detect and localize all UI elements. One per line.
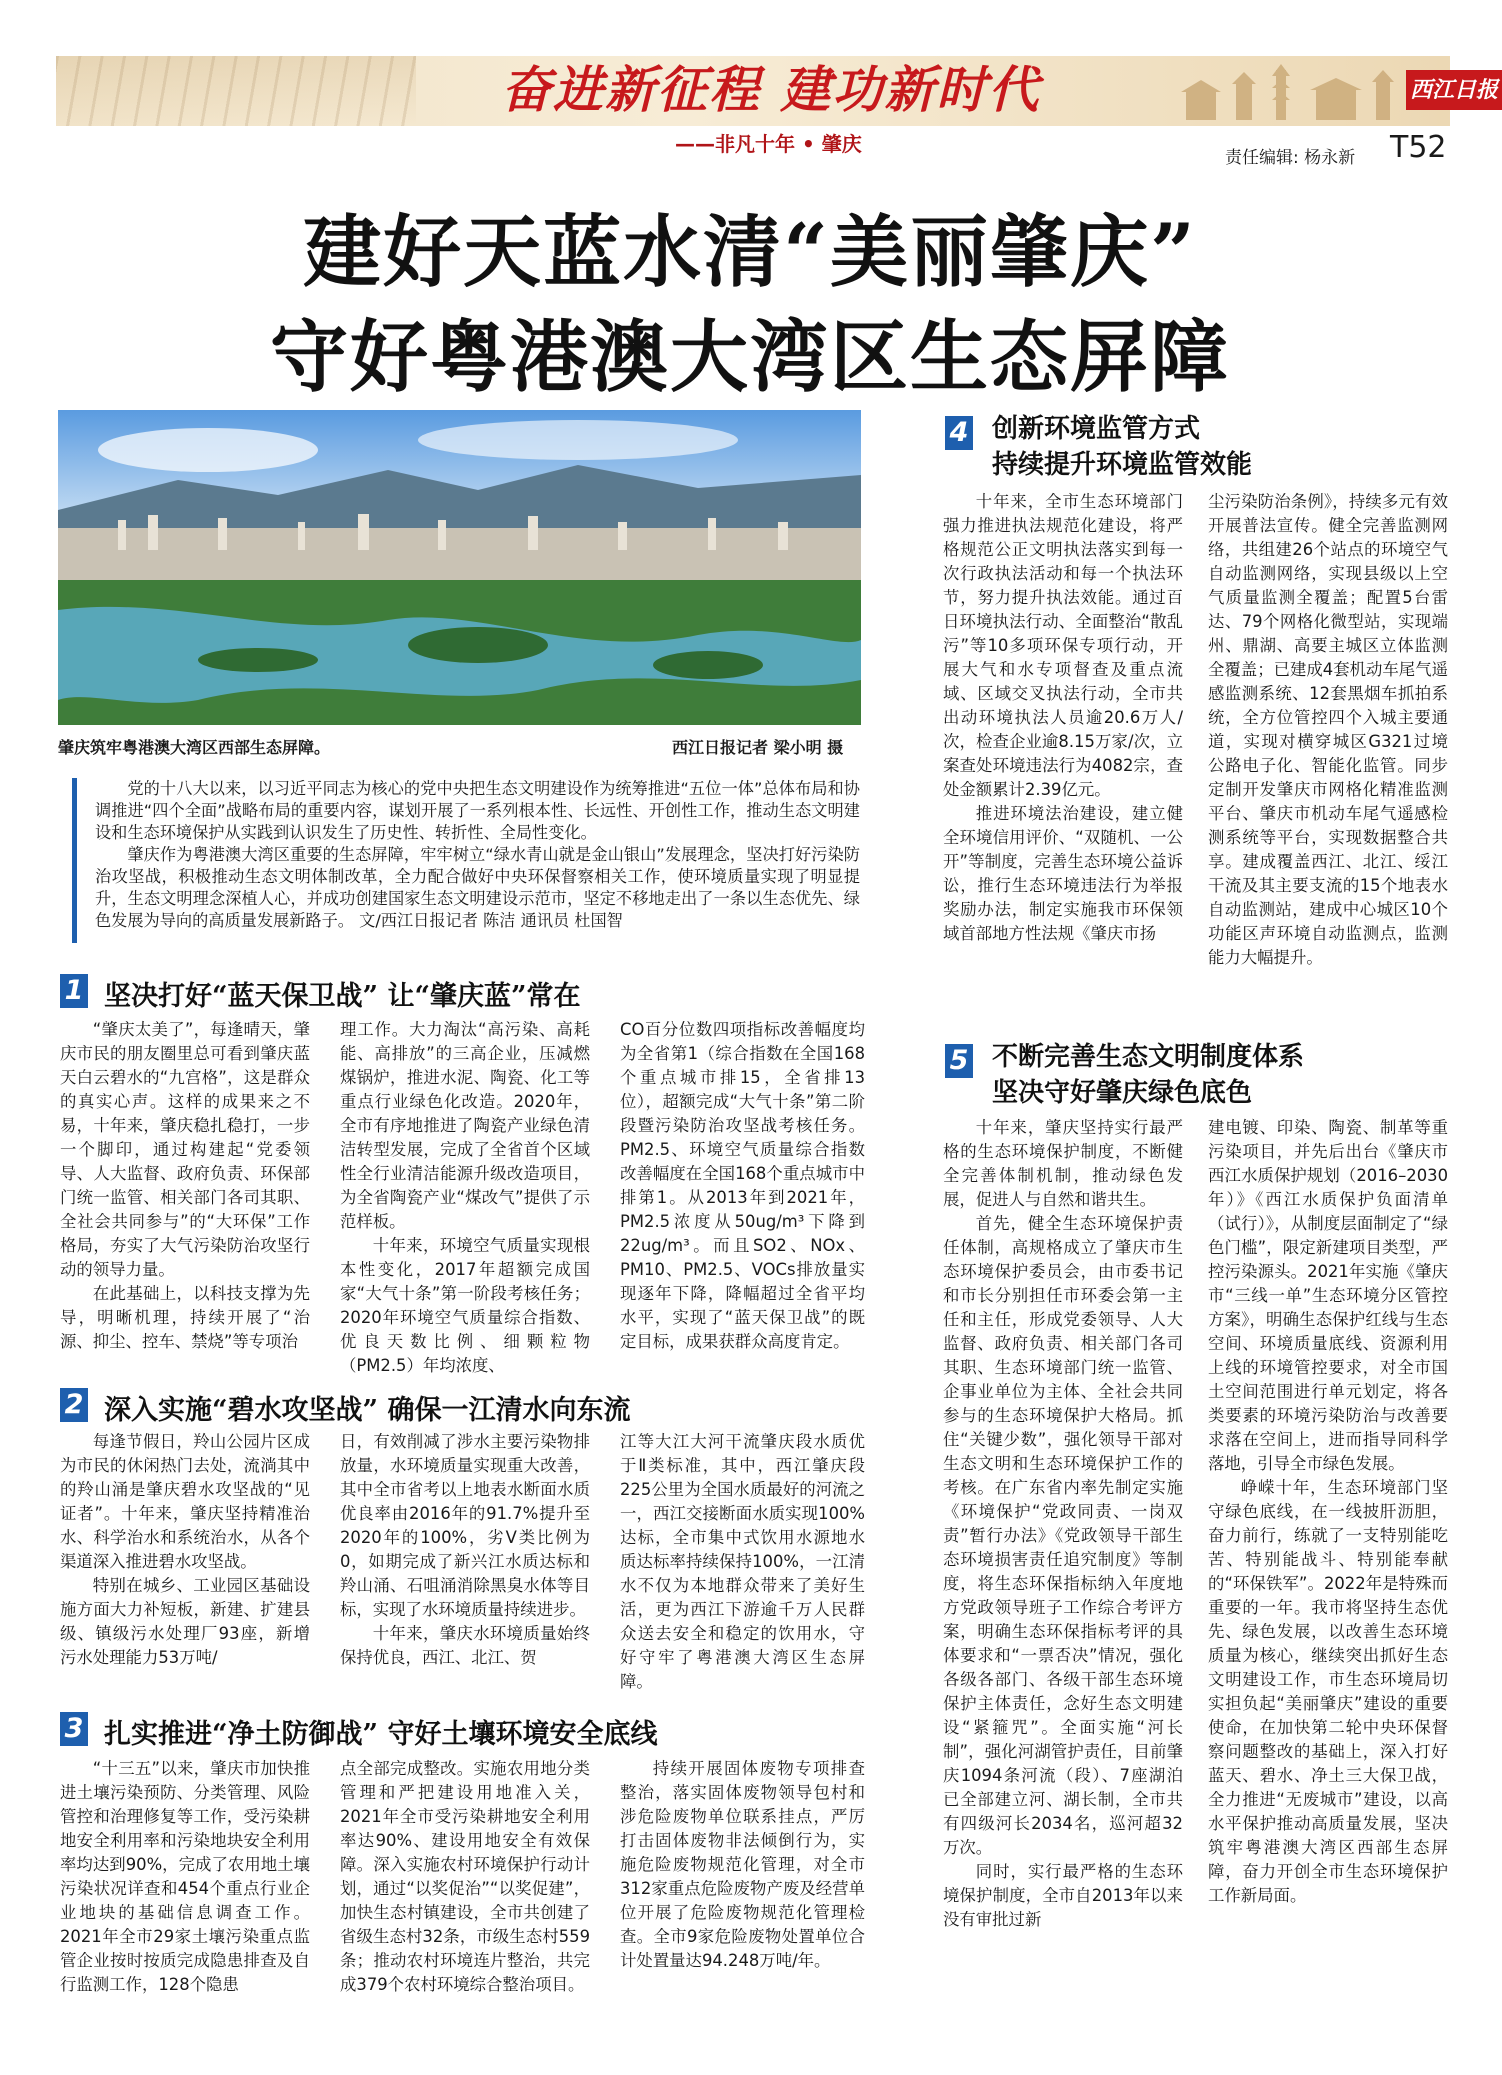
article-column [60,1757,310,2047]
article-column [620,1018,865,1378]
masthead-banner [56,56,1498,126]
paragraph: 峥嵘十年，生态环境部门坚守绿色底线，在一线披肝沥胆，奋力前行，练就了一支特别能吃苦、特别能战斗、特别能奉献的“环保铁军”。2022年是特殊而重要的一年。我市将坚持生态优先、绿色发展，以改善生态环境质量为核心，继续突出抓好生态文明建设工作，市生态环境局切实担负起“美丽肇庆”建设的重要使命，在加快第二轮中央环保督察问题整改的基础上，深入打好蓝天、碧水、净土三大保卫战，全力推进“无废城市”建设，以高水平保护推动高质量发展，坚决筑牢粤港澳大湾区西部生态屏障，奋力开创全市生态环境保护工作新局面。 [1208,1478,1448,1905]
paragraph: 日，有效削减了涉水主要污染物排放量，水环境质量实现重大改善，其中全市省考以上地表水断面水质优良率由2016年的91.7%提升至2020年的100%，劣V类比例为0，如期完成了新兴江水质达标和羚山涌、石咀涌消除黑臭水体等目标，实现了水环境质量持续进步。 [340,1432,590,1619]
paragraph: 每逢节假日，羚山公园片区成为市民的休闲热门去处，流淌其中的羚山涌是肇庆碧水攻坚战的“见证者”。十年来，肇庆坚持精准治水、科学治水和系统治水，从各个渠道深入推进碧水攻坚战。 [60,1432,310,1571]
section-title: 创新环境监管方式 [992,414,1201,444]
banner-slogan: 奋进新征程 建功新时代 [501,61,1041,119]
intro-paragraph: 党的十八大以来，以习近平同志为核心的党中央把生态文明建设作为统筹推进“五位一体”总体布局和协调推进“四个全面”战略布局的重要内容，谋划开展了一系列根本性、长远性、开创性工作，推动生态文明建设和生态环境保护从实践到认识发生了历史性、转折性、全局性变化。 [95,779,860,842]
paragraph: 持续开展固体废物专项排查整治，落实固体废物领导包村和涉危险废物单位联系挂点，严厉打击固体废物非法倾倒行为，实施危险废物规范化管理，对全市312家重点危险废物产废及经营单位开展了危险废物规范化管理检查。全市9家危险废物处置单位合计处置量达94.248万吨/年。 [620,1759,865,1970]
article-column [340,1430,590,1690]
paragraph: CO百分位数四项指标改善幅度均为全省第1（综合指数在全国168个重点城市排15，全省排13位），超额完成“大气十条”第二阶段暨污染防治攻坚战考核任务。PM2.5、环境空气质量综合指数改善幅度在全国168个重点城市中排第1。从2013年到2021年，PM2.5浓度从50ug/m³下降到22ug/m³。而且SO2、NOx、PM10、PM2.5、VOCs排放量实现逐年下降，降幅超过全省平均水平，实现了“蓝天保卫战”的既定目标，成果获群众高度肯定。 [620,1020,865,1351]
paragraph: 点全部完成整改。实施农用地分类管理和严把建设用地准入关，2021年全市受污染耕地安全利用率达90%、建设用地安全有效保障。深入实施农村环境保护行动计划，通过“以奖促治”“以奖促建”，加快生态村镇建设，全市共创建了省级生态村32条，市级生态村559条；推动农村环境连片整治，共完成379个农村环境综合整治项目。 [340,1759,590,1994]
newspaper-logo: 西江日报 [1406,70,1502,110]
headline-line2: 守好粤港澳大湾区生态屏障 [269,312,1230,403]
paragraph: 推进环境法治建设，建立健全环境信用评价、“双随机、一公开”等制度，完善生态环境公益诉讼，推行生态环境违法行为举报奖励办法，制定实施我市环保领域首部地方性法规《肇庆市扬 [943,804,1183,943]
article-column [943,490,1183,1010]
paragraph: 江等大江大河干流肇庆段水质优于Ⅱ类标准，其中，西江肇庆段225公里为全国水质最好的河流之一，西江交接断面水质实现100%达标，全市集中式饮用水源地水质达标率持续保持100%，一江清水不仅为本地群众带来了美好生活，更为西江下游逾千万人民群众送去安全和稳定的饮用水，守好守牢了粤港澳大湾区生态屏障。 [620,1432,865,1691]
paragraph: 尘污染防治条例》，持续多元有效开展普法宣传。健全完善监测网络，共组建26个站点的环境空气自动监测网络，实现县级以上空气质量监测全覆盖；配置5台雷达、79个网格化微型站，实现端州、鼎湖、高要主城区立体监测全覆盖；已建成4套机动车尾气遥感监测系统、12套黑烟车抓拍系统，全方位管控四个入城主要通道，实现对横穿城区G321过境公路电子化、智能化监管。同步定制开发肇庆市网格化精准监测平台、肇庆市机动车尾气遥感检测系统等平台，实现数据整合共享。建成覆盖西江、北江、绥江干流及其主要支流的15个地表水自动监测站，建成中心城区10个功能区声环境自动监测点，监测能力大幅提升。 [1208,492,1448,967]
section-number-badge: 3 [60,1712,88,1746]
intro-box [72,778,860,943]
article-column [620,1430,865,1690]
paragraph: 建电镀、印染、陶瓷、制革等重污染项目，并先后出台《肇庆市西江水质保护规划（2016–2030年）》《西江水质保护负面清单（试行）》，从制度层面制定了“绿色门槛”，限定新建项目类型，严控污染源头。2021年实施《肇庆市“三线一单”生态环境分区管控方案》，明确生态保护红线与生态空间、环境质量底线、资源利用上线的环境管控要求，对全市国土空间范围进行单元划定，将各类要素的环境污染防治与改善要求落在空间上，进而指导同科学落地，引导全市绿色发展。 [1208,1118,1448,1473]
page-number: T52 [1390,130,1447,165]
paragraph: 在此基础上，以科技支撑为先导，明晰机理，持续开展了“治源、抑尘、控车、禁烧”等专项治 [60,1284,310,1351]
great-wall-decoration [56,56,416,126]
article-column [60,1430,310,1690]
paragraph: 同时，实行最严格的生态环境保护制度，全市自2013年以来没有审批过新 [943,1862,1183,1929]
paragraph: “肇庆太美了”，每逢晴天，肇庆市民的朋友圈里总可看到肇庆蓝天白云碧水的“九宫格”，这是群众的真实心声。这样的成果来之不易，十年来，肇庆稳扎稳打，一步一个脚印，通过构建起“党委领导、人大监督、政府负责、环保部门统一监管、相关部门各司其职、全社会共同参与”的“大环保”工作格局，夯实了大气污染防治攻坚行动的领导力量。 [60,1020,310,1279]
section-title: 坚决打好“蓝天保卫战” 让“肇庆蓝”常在 [104,981,581,1012]
article-column [340,1757,590,2047]
paragraph: 十年来，环境空气质量实现根本性变化，2017年超额完成国家“大气十条”第一阶段考核任务；2020年环境空气质量综合指数、优良天数比例、细颗粒物（PM2.5）年均浓度、 [340,1236,590,1375]
paragraph: “十三五”以来，肇庆市加快推进土壤污染预防、分类管理、风险管控和治理修复等工作，受污染耕地安全利用率和污染地块安全利用率均达到90%，完成了农用地土壤污染状况详查和454个重点行业企业地块的基础信息调查工作。2021年全市29家土壤污染重点监管企业按时按质完成隐患排查及自行监测工作，128个隐患 [60,1759,310,1994]
article-column [60,1018,310,1378]
paragraph: 十年来，全市生态环境部门强力推进执法规范化建设，将严格规范公正文明执法落实到每一次行政执法活动和每一个执法环节，努力提升执法效能。通过百日环境执法行动、全面整治“散乱污”等10多项环保专项行动，开展大气和水专项督查及重点流域、区域交叉执法行动，全市共出动环境执法人员逾20.6万人/次，检查企业逾8.15万家/次，立案查处环境违法行为4082宗，查处金额累计2.39亿元。 [943,492,1183,799]
photo-caption: 肇庆筑牢粤港澳大湾区西部生态屏障。 [58,738,331,757]
article-column [340,1018,590,1378]
article-column [620,1757,865,2047]
paragraph: 特别在城乡、工业园区基础设施方面大力补短板，新建、扩建县级、镇级污水处理厂93座，新增污水处理能力53万吨/ [60,1576,310,1667]
section-title: 扎实推进“净土防御战” 守好土壤环境安全底线 [104,1719,658,1750]
section-number-badge: 2 [60,1388,88,1422]
section-number-badge: 1 [60,974,88,1008]
section-number-badge: 4 [945,416,973,450]
article-column [1208,490,1448,1010]
section-subtitle: 坚决守好肇庆绿色底色 [992,1078,1253,1108]
section-title: 不断完善生态文明制度体系 [992,1042,1305,1072]
section-title: 深入实施“碧水攻坚战” 确保一江清水向东流 [104,1395,631,1426]
paragraph: 理工作。大力淘汰“高污染、高耗能、高排放”的三高企业，压减燃煤锅炉，推进水泥、陶瓷、化工等重点行业绿色化改造。2020年，全市有序地推进了陶瓷产业绿色清洁转型发展，完成了全省首个区域性全行业清洁能源升级改造项目，为全省陶瓷产业“煤改气”提供了示范样板。 [340,1020,590,1231]
article-column [943,1116,1183,2051]
pagoda-skyline-decoration [1176,62,1406,120]
article-column [1208,1116,1448,2051]
section-number-badge: 5 [945,1044,973,1078]
paragraph: 首先，健全生态环境保护责任体制，高规格成立了肇庆市生态环境保护委员会，由市委书记和市长分别担任市环委会第一主任和主任，形成党委领导、人大监督、政府负责、相关部门各司其职、生态环境部门统一监管、企事业单位为主体、全社会共同参与的生态环境保护大格局。抓住“关键少数”，强化领导干部对生态文明和生态环境保护工作的考核。在广东省内率先制定实施《环境保护“党政同责、一岗双责”暂行办法》《党政领导干部生态环境损害责任追究制度》等制度，将生态环保指标纳入年度地方党政领导班子工作综合考评方案，明确生态环保指标考评的具体要求和“一票否决”情况，强化各级各部门、各级干部生态环境保护主体责任，念好生态文明建设“紧箍咒”。全面实施“河长制”，强化河湖管护责任，目前肇庆1094条河流（段）、7座湖泊已全部建立河、湖长制，全市共有四级河长2034名，巡河超32万次。 [943,1214,1183,1857]
lead-photo [58,410,861,725]
editor-credit: 责任编辑: 杨永新 [1225,148,1356,168]
paragraph: 十年来，肇庆坚持实行最严格的生态环境保护制度，不断健全完善体制机制，推动绿色发展，促进人与自然和谐共生。 [943,1118,1183,1209]
sub-slogan: ——非凡十年 • 肇庆 [675,132,862,156]
section-subtitle: 持续提升环境监管效能 [992,450,1253,480]
photo-credit: 西江日报记者 梁小明 摄 [672,738,844,757]
intro-paragraph: 肇庆作为粤港澳大湾区重要的生态屏障，牢牢树立“绿水青山就是金山银山”发展理念，坚决打好污染防治攻坚战，积极推动生态文明体制改革，全力配合做好中央环保督察相关工作，使环境质量实现了明显提升，生态文明理念深植人心，并成功创建国家生态文明建设示范市，坚定不移地走出了一条以生态优先、绿色发展为导向的高质量发展新路子。 文/西江日报记者 陈洁 通讯员 杜国智 [95,845,860,930]
aerial-city-lake-photo [58,410,861,725]
headline-line1: 建好天蓝水清“美丽肇庆” [303,207,1197,298]
paragraph: 十年来，肇庆水环境质量始终保持优良，西江、北江、贺 [340,1624,590,1667]
